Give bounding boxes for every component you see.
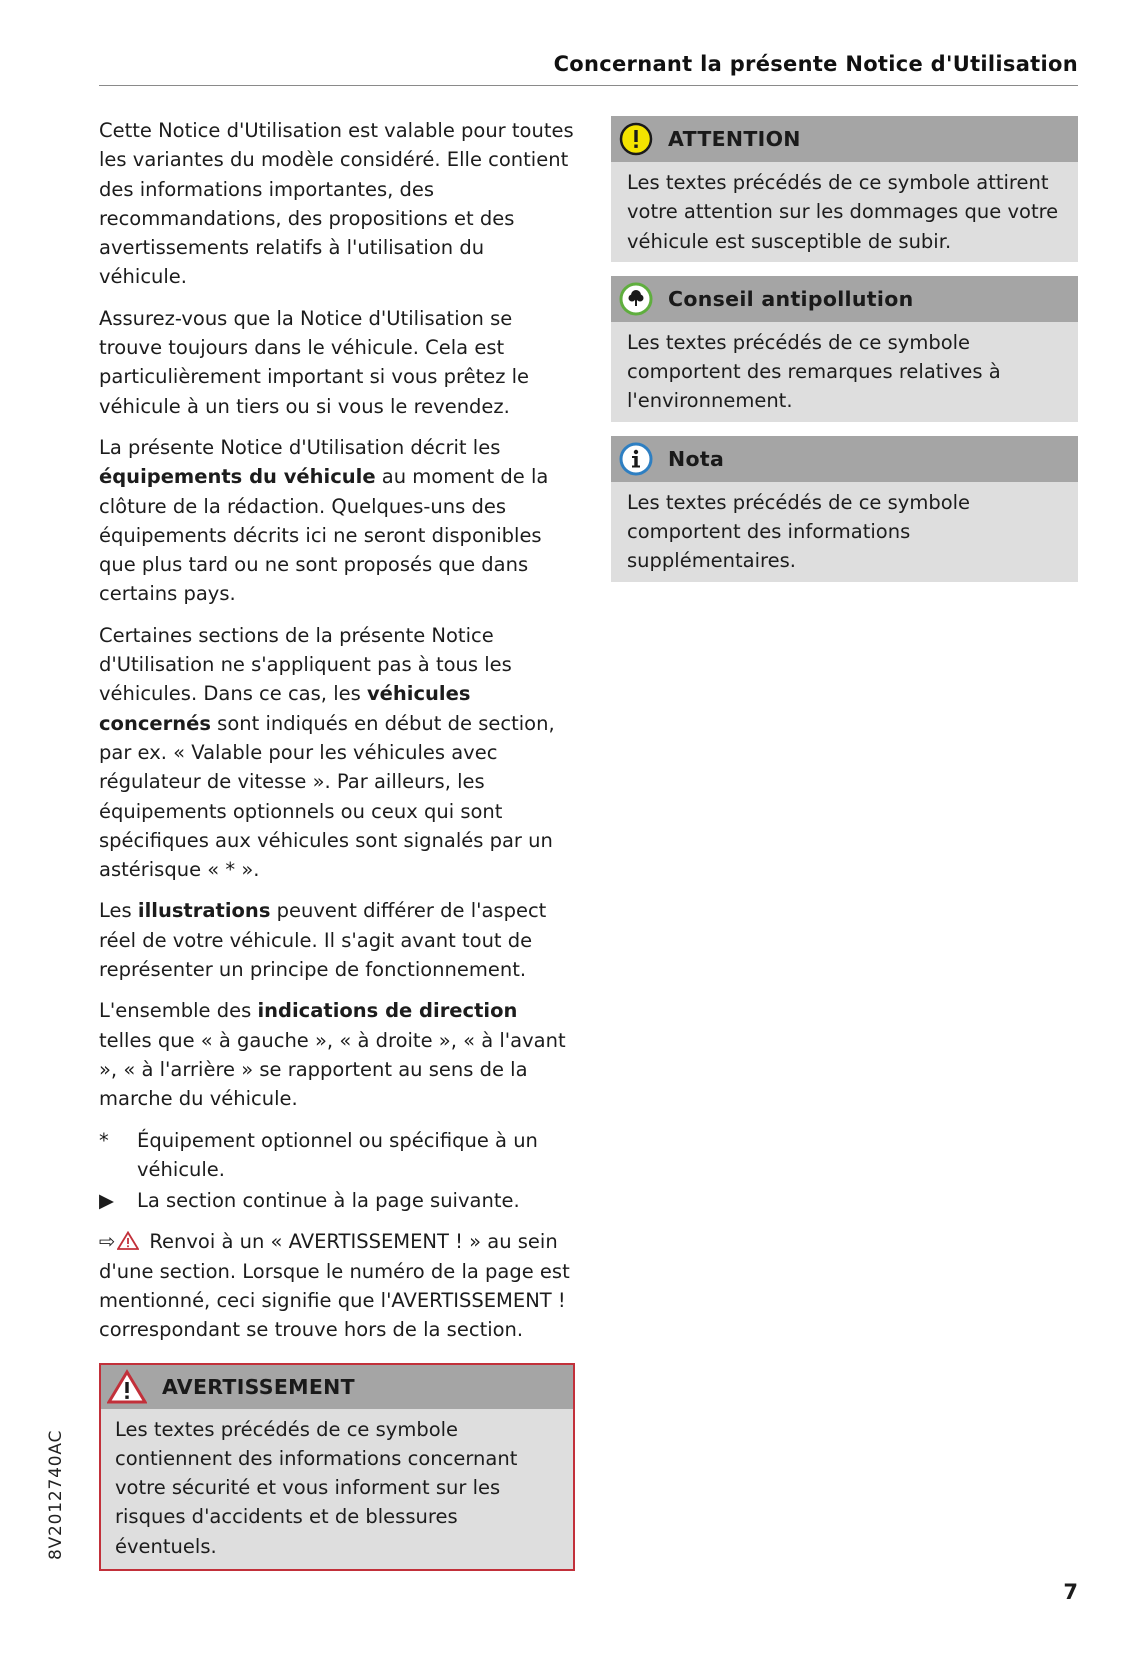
warning-reference-paragraph bbox=[99, 1227, 575, 1344]
eco-box-header bbox=[611, 276, 1078, 322]
equipment-paragraph: La présente Notice d'Utilisation décrit les équipements du véhicule au moment de la clôture de la rédaction. Quelques-uns des équipements décrits ici ne seront disponibles que plus tard ou ne sont proposés que dans certains pays. bbox=[99, 435, 549, 606]
eco-box-title: Conseil antipollution bbox=[668, 286, 914, 311]
nota-box-header bbox=[611, 436, 1078, 482]
warning-box-title: AVERTISSEMENT bbox=[162, 1374, 355, 1399]
document-code: 8V2012740AC bbox=[46, 1429, 66, 1560]
nota-box-title: Nota bbox=[668, 446, 725, 471]
sections-paragraph: Certaines sections de la présente Notice d'Utilisation ne s'appliquent pas à tous les véhicules. Dans ce cas, les véhicules concernés sont indiqués en début de section, par ex. « Valable pour les véhicules avec régulateur de vitesse ». Par ailleurs, les équipements optionnels ou ceux qui sont spécifiques aux véhicules sont signalés par un astérisque « * ». bbox=[99, 623, 555, 882]
asterisk-icon: * bbox=[99, 1128, 109, 1152]
illustrations-paragraph: Les illustrations peuvent différer de l'aspect réel de votre véhicule. Il s'agit avant tout de représenter un principe de fonctionnement. bbox=[99, 899, 547, 982]
attention-box-header bbox=[611, 116, 1078, 162]
attention-box-text: Les textes précédés de ce symbole attirent votre attention sur les dommages que votre véhicule est susceptible de subir. bbox=[627, 171, 1059, 253]
directions-paragraph: L'ensemble des indications de direction telles que « à gauche », « à droite », « à l'avant », « à l'arrière » se rapportent au sens de la marche du véhicule. bbox=[99, 999, 566, 1111]
reference-text: Renvoi à un « AVERTISSEMENT ! » au sein d'une section. Lorsque le numéro de la page est mentionné, ceci signifie que l'AVERTISSEMENT ! correspondant se trouve hors de la section. bbox=[99, 1230, 570, 1342]
attention-box bbox=[611, 116, 1078, 262]
warning-triangle-icon bbox=[107, 1369, 147, 1405]
attention-box-title: ATTENTION bbox=[668, 127, 801, 151]
legend-continue bbox=[99, 1186, 575, 1215]
info-icon bbox=[619, 442, 653, 476]
warning-box bbox=[99, 1363, 575, 1571]
nota-box bbox=[611, 436, 1078, 582]
continue-arrow-icon: ▶ bbox=[99, 1189, 114, 1213]
attention-exclamation-icon bbox=[619, 122, 653, 156]
right-column bbox=[611, 116, 1078, 596]
legend-asterisk-text: Équipement optionnel ou spécifique à un véhicule. bbox=[137, 1128, 538, 1181]
left-column bbox=[99, 116, 575, 1571]
keep-manual-paragraph: Assurez-vous que la Notice d'Utilisation se trouve toujours dans le véhicule. Cela est particulièrement important si vous prêtez le véhicule à un tiers ou si vous le revendez. bbox=[99, 306, 530, 418]
page-number: 7 bbox=[1063, 1580, 1078, 1604]
legend-continue-text: La section continue à la page suivante. bbox=[137, 1189, 520, 1213]
intro-paragraph: Cette Notice d'Utilisation est valable pour toutes les variantes du modèle considéré. Elle contient des informations importantes, des recommandations, des propositions et des avertissements relatifs à l'utilisation du véhicule. bbox=[99, 119, 574, 289]
eco-box-text: Les textes précédés de ce symbole comportent des remarques relatives à l'environnement. bbox=[627, 330, 1001, 413]
warning-box-header bbox=[101, 1365, 573, 1409]
nota-box-text: Les textes précédés de ce symbole comportent des informations supplémentaires. bbox=[627, 490, 971, 573]
eco-box bbox=[611, 276, 1078, 422]
reference-arrow-icon: ⇨ bbox=[99, 1230, 116, 1254]
legend-asterisk bbox=[99, 1126, 575, 1185]
header-divider bbox=[99, 85, 1078, 86]
warning-box-text: Les textes précédés de ce symbole contiennent des informations concernant votre sécurité et vous informent sur les risques d'accidents et de blessures éventuels. bbox=[115, 1417, 518, 1558]
eco-tree-icon bbox=[619, 282, 653, 316]
page-header-title: Concernant la présente Notice d'Utilisation bbox=[553, 52, 1078, 76]
small-warning-triangle-icon bbox=[117, 1231, 139, 1250]
